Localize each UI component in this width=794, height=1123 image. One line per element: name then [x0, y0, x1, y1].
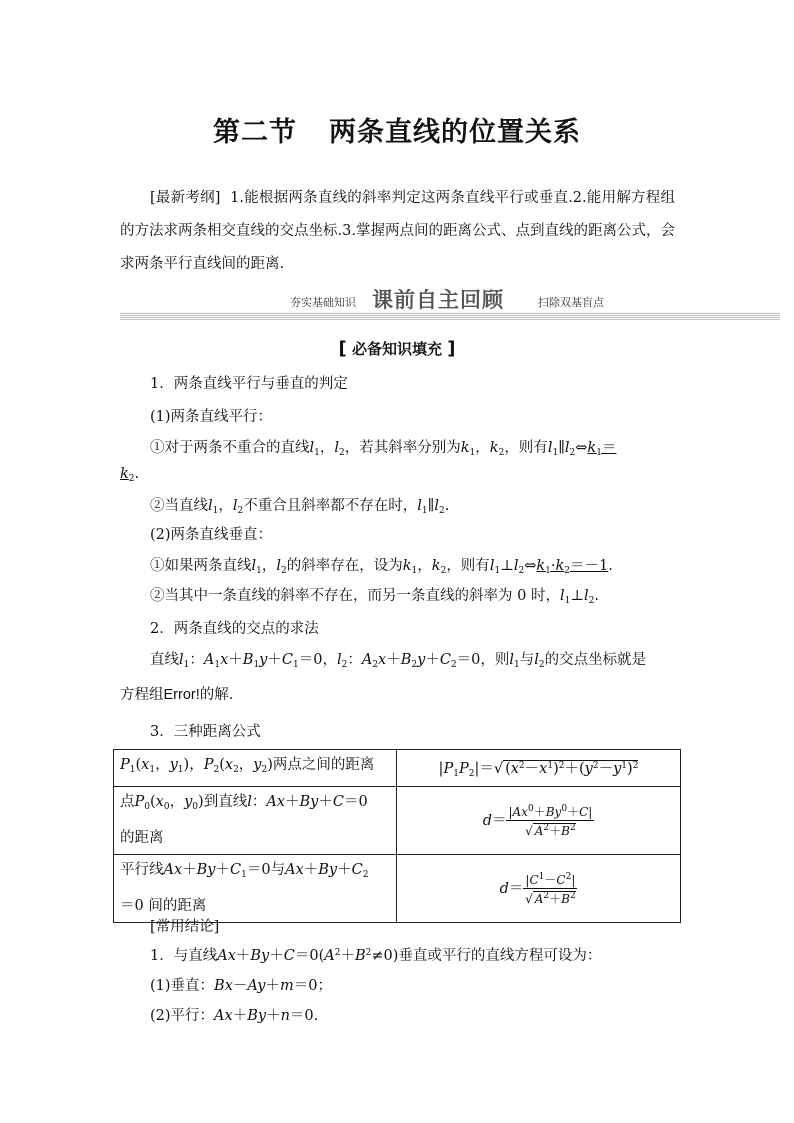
syllabus-label: [最新考纲] [150, 190, 221, 206]
banner-right-text: 扫除双基盲点 [538, 296, 604, 309]
parallel-title: (1)两条直线平行： [150, 409, 273, 425]
intersection-text-cont: 方程组Error!的解． [120, 687, 244, 703]
table-cell: 点$P_0(x_0$，$y_0$)到直线l：Ax＋By＋C＝0 的距离 [114, 787, 397, 855]
perpendicular-rule-2: ②当其中一条直线的斜率不存在，而另一条直线的斜率为 0 时，$l_1\perp l_2$. [150, 588, 599, 606]
syllabus-paragraph [120, 182, 675, 281]
banner-left-text: 夯实基础知识 [290, 296, 356, 309]
section-banner [120, 282, 780, 322]
parallel-rule-1: ①对于两条不重合的直线$l_1$，$l_2$，若其斜率分别为$k_1$，$k_2$，则有$l_1\parallel l_2\Leftrightarrow k_1=$ [150, 440, 617, 458]
subsection-1-heading: 1．两条直线平行与垂直的判定 [150, 376, 348, 392]
table-cell: 平行线$Ax+By+C_1=0$与$Ax+By+C_2$ ＝0 间的距离 [114, 855, 397, 923]
perpendicular-rule-1: ①如果两条直线$l_1$，$l_2$的斜率存在，设为$k_1$，$k_2$，则有$l_1\perp l_2\Leftrightarrow k_1\cdot k_2=-1$. [150, 558, 613, 576]
parallel-rule-2: ②当直线$l_1$，$l_2$不重合且斜率都不存在时，$l_1\parallel l_2$. [150, 498, 450, 516]
table-cell: $P_1(x_1$，$y_1$)，$P_2(x_2$，$y_2$)两点之间的距离 [114, 750, 397, 787]
syllabus-text: 1.能根据两条直线的斜率判定这两条直线平行或垂直.2.能用解方程组的方法求两条相交直线的交点坐标.3.掌握两点间的距离公式、点到直线的距离公式，会求两条平行直线间的距离. [120, 190, 675, 272]
table-row [114, 855, 681, 923]
conclusion-line-3: (2)平行：Ax＋By＋n＝0. [150, 1008, 319, 1024]
subsection-2-heading: 2．两条直线的交点的求法 [150, 621, 319, 637]
intersection-text: 直线$l_1$：$A_1x+B_1y+C_1=0$，$l_2$：$A_2x+B_2y+C_2=0$，则$l_1$与$l_2$的交点坐标就是 [150, 652, 647, 670]
table-row [114, 750, 681, 787]
perpendicular-title: (2)两条直线垂直： [150, 527, 273, 543]
conclusion-line-2: (1)垂直：Bx－Ay＋m＝0； [150, 978, 332, 994]
banner-title: 课前自主回顾 [372, 288, 504, 312]
error-placeholder: Error! [163, 687, 200, 703]
table-cell: d＝ $\frac{|C^1-C^2|}{√ A^2+B^2}$ [397, 855, 681, 923]
page-title: 第二节 两条直线的位置关系 [213, 117, 581, 148]
banner-divider [120, 312, 780, 320]
table-row [114, 787, 681, 855]
parallel-rule-1-cont: $k_2$. [120, 466, 140, 484]
subsection-3-heading: 3．三种距离公式 [150, 724, 261, 740]
table-cell: d＝ $\frac{|Ax^0+By^0+C|}{√ A^2+B^2}$ [397, 787, 681, 855]
conclusion-line-1: 1．与直线$Ax+By+C=0(A^2+B^2\ne 0)$垂直或平行的直线方程可设为： [150, 948, 602, 964]
distance-formula-table [113, 749, 681, 923]
conclusion-label: [常用结论] [150, 919, 220, 935]
table-cell: $|P_1P_2|=√$ $(x^2-x^1)^2+(y^2-y^1)^2$ [397, 750, 681, 787]
section-heading: [ 必备知识填充 ] [338, 338, 456, 359]
